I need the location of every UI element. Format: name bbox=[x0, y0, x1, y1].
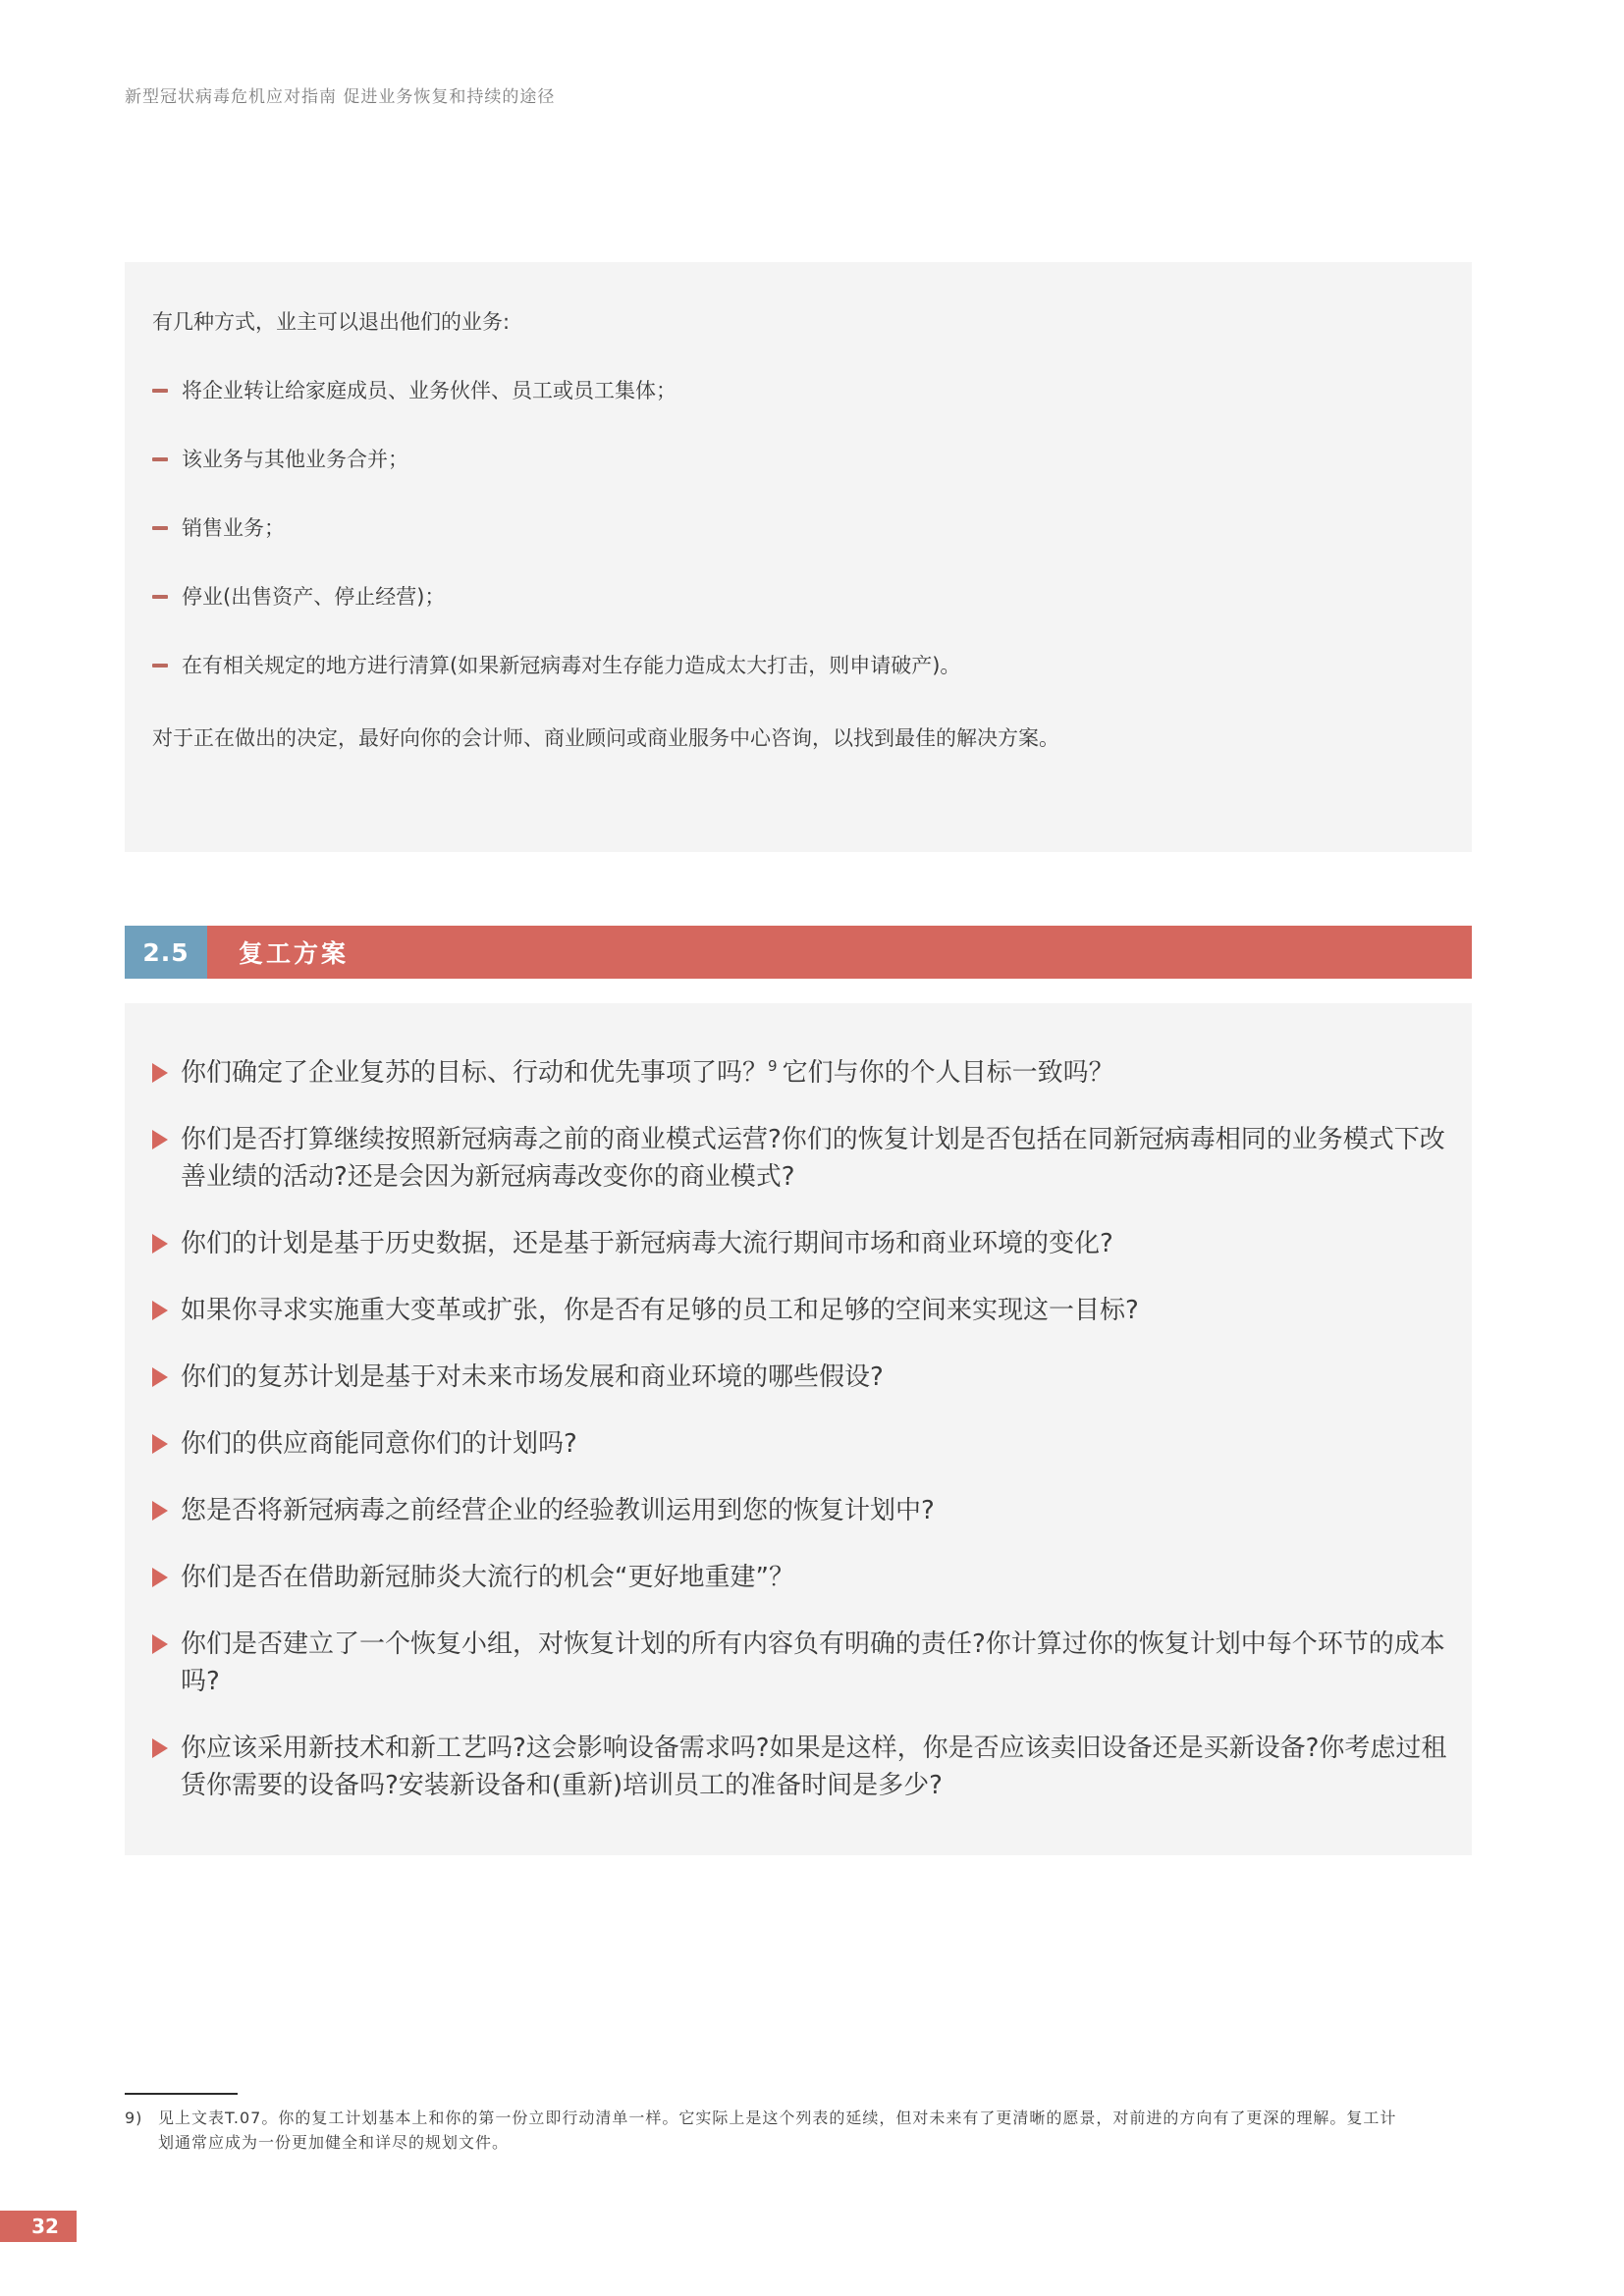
checklist-question bbox=[152, 1559, 1452, 1596]
list-item-text: 该业务与其他业务合并； bbox=[182, 448, 408, 471]
question-text: 你们的供应商能同意你们的计划吗? bbox=[181, 1429, 577, 1459]
list-item bbox=[152, 445, 1433, 474]
dash-bullet-icon bbox=[152, 389, 168, 393]
exit-intro-text: 有几种方式，业主可以退出他们的业务: bbox=[152, 310, 511, 334]
footnote-ref: 9 bbox=[768, 1057, 778, 1076]
triangle-bullet-icon bbox=[152, 1434, 168, 1454]
question-text: 您是否将新冠病毒之前经营企业的经验教训运用到您的恢复计划中? bbox=[181, 1496, 935, 1525]
question-text: 你们是否打算继续按照新冠病毒之前的商业模式运营?你们的恢复计划是否包括在同新冠病毒相同的业务模式下改善业绩的活动?还是会因为新冠病毒改变你的商业模式? bbox=[181, 1125, 1445, 1192]
triangle-bullet-icon bbox=[152, 1301, 168, 1320]
checklist-question bbox=[152, 1121, 1452, 1196]
dash-bullet-icon bbox=[152, 526, 168, 530]
checklist-question bbox=[152, 1626, 1452, 1700]
checklist-question bbox=[152, 1359, 1452, 1396]
footnote-divider bbox=[125, 2093, 238, 2095]
page-number-badge bbox=[0, 2211, 77, 2242]
running-header: 新型冠状病毒危机应对指南 促进业务恢复和持续的途径 bbox=[125, 87, 556, 107]
checklist-panel bbox=[125, 1003, 1472, 1855]
page-number: 32 bbox=[31, 2215, 59, 2238]
list-item-text: 在有相关规定的地方进行清算(如果新冠病毒对生存能力造成太大打击，则申请破产)。 bbox=[182, 654, 961, 677]
triangle-bullet-icon bbox=[152, 1568, 168, 1587]
triangle-bullet-icon bbox=[152, 1234, 168, 1254]
list-item bbox=[152, 376, 1433, 405]
list-item bbox=[152, 513, 1433, 543]
dash-bullet-icon bbox=[152, 664, 168, 667]
triangle-bullet-icon bbox=[152, 1367, 168, 1387]
list-item bbox=[152, 582, 1433, 612]
triangle-bullet-icon bbox=[152, 1501, 168, 1521]
question-text: 你们是否建立了一个恢复小组，对恢复计划的所有内容负有明确的责任?你计算过你的恢复计划中每个环节的成本吗? bbox=[181, 1629, 1445, 1696]
list-item-text: 停业(出售资产、停止经营)； bbox=[182, 585, 446, 609]
question-text: 你们的复苏计划是基于对未来市场发展和商业环境的哪些假设? bbox=[181, 1362, 884, 1392]
checklist-question bbox=[152, 1054, 1452, 1092]
exit-options-panel bbox=[125, 262, 1472, 852]
checklist-question bbox=[152, 1292, 1452, 1329]
section-heading-2-5 bbox=[125, 926, 1472, 979]
list-item-text: 销售业务； bbox=[182, 516, 285, 540]
exit-options-list bbox=[152, 376, 1433, 680]
exit-advice-text: 对于正在做出的决定，最好向你的会计师、商业顾问或商业服务中心咨询，以找到最佳的解决方案。 bbox=[152, 726, 1059, 750]
question-text: 如果你寻求实施重大变革或扩张，你是否有足够的员工和足够的空间来实现这一目标? bbox=[181, 1296, 1139, 1325]
triangle-bullet-icon bbox=[152, 1130, 168, 1149]
list-item-text: 将企业转让给家庭成员、业务伙伴、员工或员工集体； bbox=[182, 379, 677, 402]
checklist-question bbox=[152, 1225, 1452, 1262]
question-text-after-ref: 它们与你的个人目标一致吗？ bbox=[782, 1058, 1114, 1088]
triangle-bullet-icon bbox=[152, 1738, 168, 1758]
question-text: 你们是否在借助新冠肺炎大流行的机会“更好地重建”？ bbox=[181, 1563, 794, 1592]
triangle-bullet-icon bbox=[152, 1063, 168, 1083]
footnote-marker: 9) bbox=[125, 2109, 143, 2127]
footnote bbox=[125, 2106, 1411, 2155]
question-text bbox=[181, 1054, 1114, 1092]
checklist-question bbox=[152, 1425, 1452, 1463]
section-number: 2.5 bbox=[125, 926, 207, 979]
dash-bullet-icon bbox=[152, 595, 168, 599]
section-title: 复工方案 bbox=[239, 939, 350, 968]
question-text-before-ref: 你们确定了企业复苏的目标、行动和优先事项了吗？ bbox=[181, 1058, 769, 1088]
checklist-question bbox=[152, 1730, 1452, 1804]
checklist bbox=[152, 1054, 1452, 1804]
dash-bullet-icon bbox=[152, 457, 168, 461]
checklist-question bbox=[152, 1492, 1452, 1529]
question-text: 你们的计划是基于历史数据，还是基于新冠病毒大流行期间市场和商业环境的变化? bbox=[181, 1229, 1113, 1258]
list-item bbox=[152, 651, 1433, 680]
triangle-bullet-icon bbox=[152, 1634, 168, 1654]
footnote-text: 见上文表T.07。你的复工计划基本上和你的第一份立即行动清单一样。它实际上是这个列表的延续，但对未来有了更清晰的愿景，对前进的方向有了更深的理解。复工计划通常应成为一份更加健全和详尽的规划文件。 bbox=[158, 2109, 1397, 2152]
question-text: 你应该采用新技术和新工艺吗?这会影响设备需求吗?如果是这样，你是否应该卖旧设备还是买新设备?你考虑过租赁你需要的设备吗?安装新设备和(重新)培训员工的准备时间是多少? bbox=[181, 1734, 1447, 1800]
